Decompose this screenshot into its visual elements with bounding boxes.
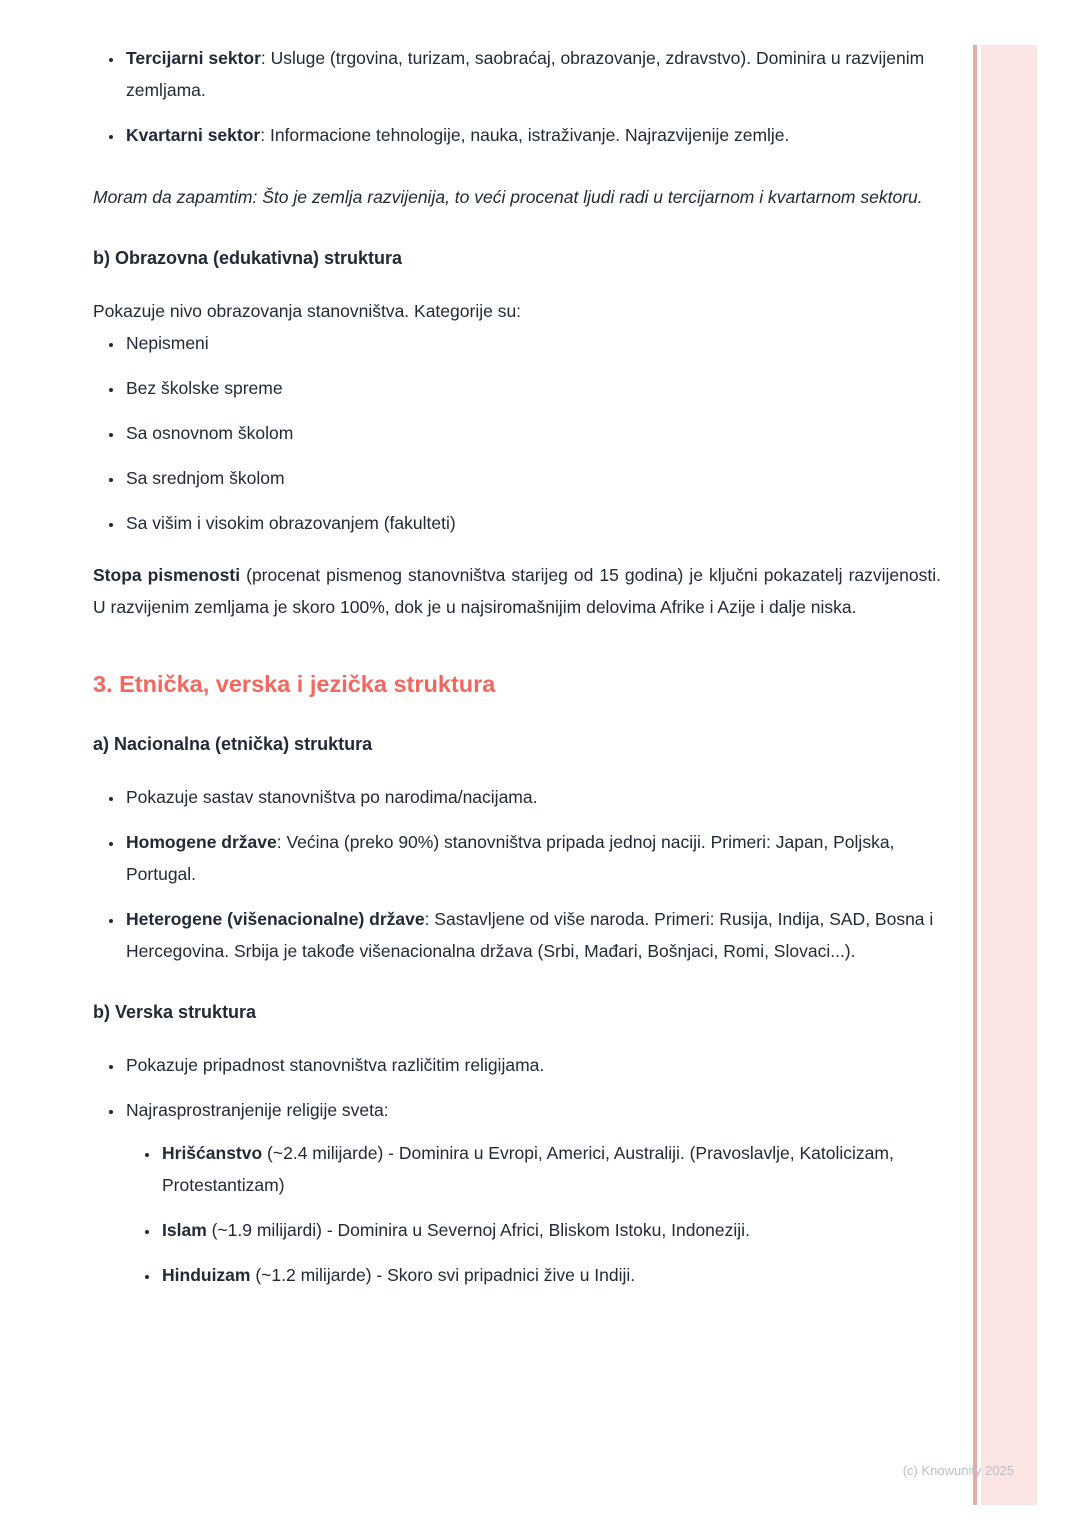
list-item-text: : Informacione tehnologije, nauka, istraživanje. Najrazvijenije zemlje. xyxy=(260,125,790,145)
list-item: • Nepismeni xyxy=(124,327,941,359)
term-bold: Kvartarni sektor xyxy=(126,125,261,145)
document-content xyxy=(93,42,941,1304)
list-item-hinduizam xyxy=(160,1259,941,1291)
term-bold: Homogene države xyxy=(126,832,277,852)
list-item-religije xyxy=(124,1094,941,1291)
note-paragraph: Moram da zapamtim: Što je zemlja razvijenija, to veći procenat ljudi radi u tercijarnom i kvartarnom sektoru. xyxy=(93,187,923,207)
list-item-text: (~1.2 milijarde) - Skoro svi pripadnici žive u Indiji. xyxy=(250,1265,636,1285)
term-bold: Stopa pismenosti xyxy=(93,565,241,585)
list-item-islam xyxy=(160,1214,941,1246)
watermark: (c) Knowunity 2025 xyxy=(902,1463,1014,1478)
paragraph-obrazovna: Pokazuje nivo obrazovanja stanovništva. Kategorije su: xyxy=(93,301,522,321)
heading-nacionalna-struktura: a) Nacionalna (etnička) struktura xyxy=(93,734,373,754)
list-item-text: Najrasprostranjenije religije sveta: xyxy=(126,1100,389,1120)
decorative-strip xyxy=(981,45,1037,1505)
list-item-text: (~1.9 milijardi) - Dominira u Severnoj Africi, Bliskom Istoku, Indoneziji. xyxy=(206,1220,750,1240)
heading-obrazovna-struktura: b) Obrazovna (edukativna) struktura xyxy=(93,248,403,268)
term-bold: Hinduizam xyxy=(162,1265,251,1285)
list-item-text: Pokazuje sastav stanovništva po narodima/nacijama. xyxy=(126,787,538,807)
term-bold: Heterogene (višenacionalne) države xyxy=(126,909,425,929)
list-item-heterogene xyxy=(124,903,941,967)
term-bold: Tercijarni sektor xyxy=(126,48,261,68)
list-item: • Sa osnovnom školom xyxy=(124,417,941,449)
list-item-text: : Većina (preko 90%) stanovništva pripada jednoj naciji. Primeri: Japan, Poljska, Portugal. xyxy=(126,832,895,884)
sector-list xyxy=(93,42,941,151)
list-item-homogene xyxy=(124,826,941,890)
education-list xyxy=(93,327,941,539)
list-item-kvartarni xyxy=(124,119,941,151)
section-heading-etnicka: 3. Etnička, verska i jezička struktura xyxy=(93,671,496,697)
religion-list xyxy=(93,1049,941,1291)
list-item: • Sa višim i visokim obrazovanjem (fakulteti) xyxy=(124,507,941,539)
list-item-text: Pokazuje pripadnost stanovništva različitim religijama. xyxy=(126,1055,545,1075)
paragraph-text: (procenat pismenog stanovništva starijeg od 15 godina) je ključni pokazatelj razvijenosti. U razvijenim zemljama je skoro 100%, dok je u najsiromašnijim delovima Afrike i Azije i dalje niska. xyxy=(93,565,941,617)
paragraph-stopa-pismenosti xyxy=(93,559,941,623)
list-item-text: : Usluge (trgovina, turizam, saobraćaj, obrazovanje, zdravstvo). Dominira u razvijenim zemljama. xyxy=(126,48,925,100)
list-item: • Bez školske spreme xyxy=(124,372,941,404)
religion-sublist xyxy=(126,1137,941,1291)
term-bold: Hrišćanstvo xyxy=(162,1143,263,1163)
list-item-text: (~2.4 milijarde) - Dominira u Evropi, Americi, Australiji. (Pravoslavlje, Katolicizam, Protestantizam) xyxy=(162,1143,894,1195)
list-item-text: : Sastavljene od više naroda. Primeri: Rusija, Indija, SAD, Bosna i Hercegovina. Srbija je takođe višenacionalna država (Srbi, Mađari, Bošnjaci, Romi, Slovaci...). xyxy=(126,909,934,961)
term-bold: Islam xyxy=(162,1220,207,1240)
list-item xyxy=(124,1049,941,1081)
list-item-hriscanstvo xyxy=(160,1137,941,1201)
ethnic-list xyxy=(93,781,941,967)
list-item: • Sa srednjom školom xyxy=(124,462,941,494)
list-item xyxy=(124,781,941,813)
list-item-tercijarni xyxy=(124,42,941,106)
decorative-line xyxy=(973,45,977,1505)
heading-verska-struktura: b) Verska struktura xyxy=(93,1002,257,1022)
